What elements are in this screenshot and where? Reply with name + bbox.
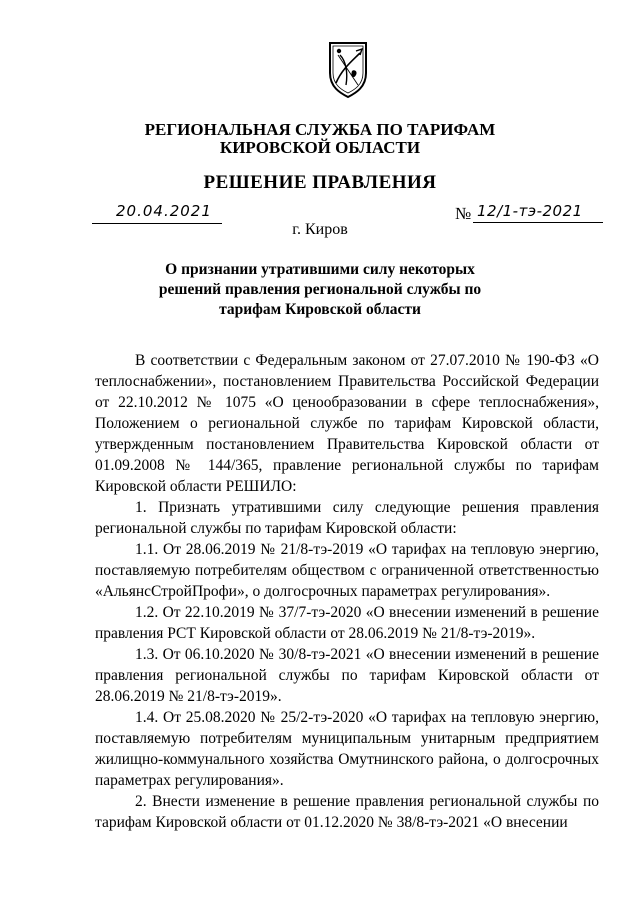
organization-name-line2: КИРОВСКОЙ ОБЛАСТИ [219, 138, 421, 157]
document-subject [140, 260, 500, 320]
clause-1-2: 1.2. От 22.10.2019 № 37/7-тэ-2020 «О внесении изменений в решение правления РСТ Кировской области от 28.06.2019 № 21/8-тэ-2019». [95, 604, 599, 642]
clause-1-1: 1.1. От 28.06.2019 № 21/8-тэ-2019 «О тарифах на тепловую энергию, поставляемую потребителям обществом с ограниченной ответственностью «АльянсСтройПрофи», о долгосрочных параметрах регулирования». [95, 541, 599, 600]
preamble-paragraph: В соответствии с Федеральным законом от 27.07.2010 № 190-ФЗ «О теплоснабжении», постановлением Правительства Российской Федерации от 22.10.2012 № 1075 «О ценообразовании в сфере теплоснабжения», Положением о региональной службе по тарифам Кировской области, утвержденным постановлением Правительства Кировской области от 01.09.2008 № 144/365, правление региональной службы по тарифам Кировской области РЕШИЛО: [95, 352, 599, 495]
document-number: 12/1-тэ-2021 [477, 202, 583, 220]
subject-line1: О признании утратившими силу некоторых [165, 261, 475, 278]
organization-name-line1: РЕГИОНАЛЬНАЯ СЛУЖБА ПО ТАРИФАМ [144, 120, 496, 139]
clause-1-3: 1.3. От 06.10.2020 № 30/8-тэ-2021 «О внесении изменений в решение правления региональной службы по тарифам Кировской области от 28.06.2019 № 21/8-тэ-2019». [95, 646, 599, 705]
document-type-title: РЕШЕНИЕ ПРАВЛЕНИЯ [203, 172, 437, 193]
document-date: 20.04.2021 [116, 202, 212, 220]
clause-2: 2. Внести изменение в решение правления региональной службы по тарифам Кировской области от 01.12.2020 № 38/8-тэ-2021 «О внесении [95, 793, 599, 831]
document-number-field [455, 201, 603, 223]
city-name: г. Киров [292, 221, 348, 238]
number-line [473, 201, 603, 223]
coat-of-arms-emblem-icon [326, 39, 370, 99]
document-body [95, 350, 599, 833]
number-sign: № [455, 204, 472, 223]
clause-1: 1. Признать утратившими силу следующие решения правления региональной службы по тарифам Кировской области: [95, 499, 599, 537]
subject-line3: тарифам Кировской области [219, 301, 421, 318]
clause-1-4: 1.4. От 25.08.2020 № 25/2-тэ-2020 «О тарифах на тепловую энергию, поставляемую потребителям муниципальным унитарным предприятием жилищно-коммунального хозяйства Омутнинского района, о долгосрочных параметрах регулирования». [95, 709, 599, 789]
subject-line2: решений правления региональной службы по [158, 281, 482, 298]
